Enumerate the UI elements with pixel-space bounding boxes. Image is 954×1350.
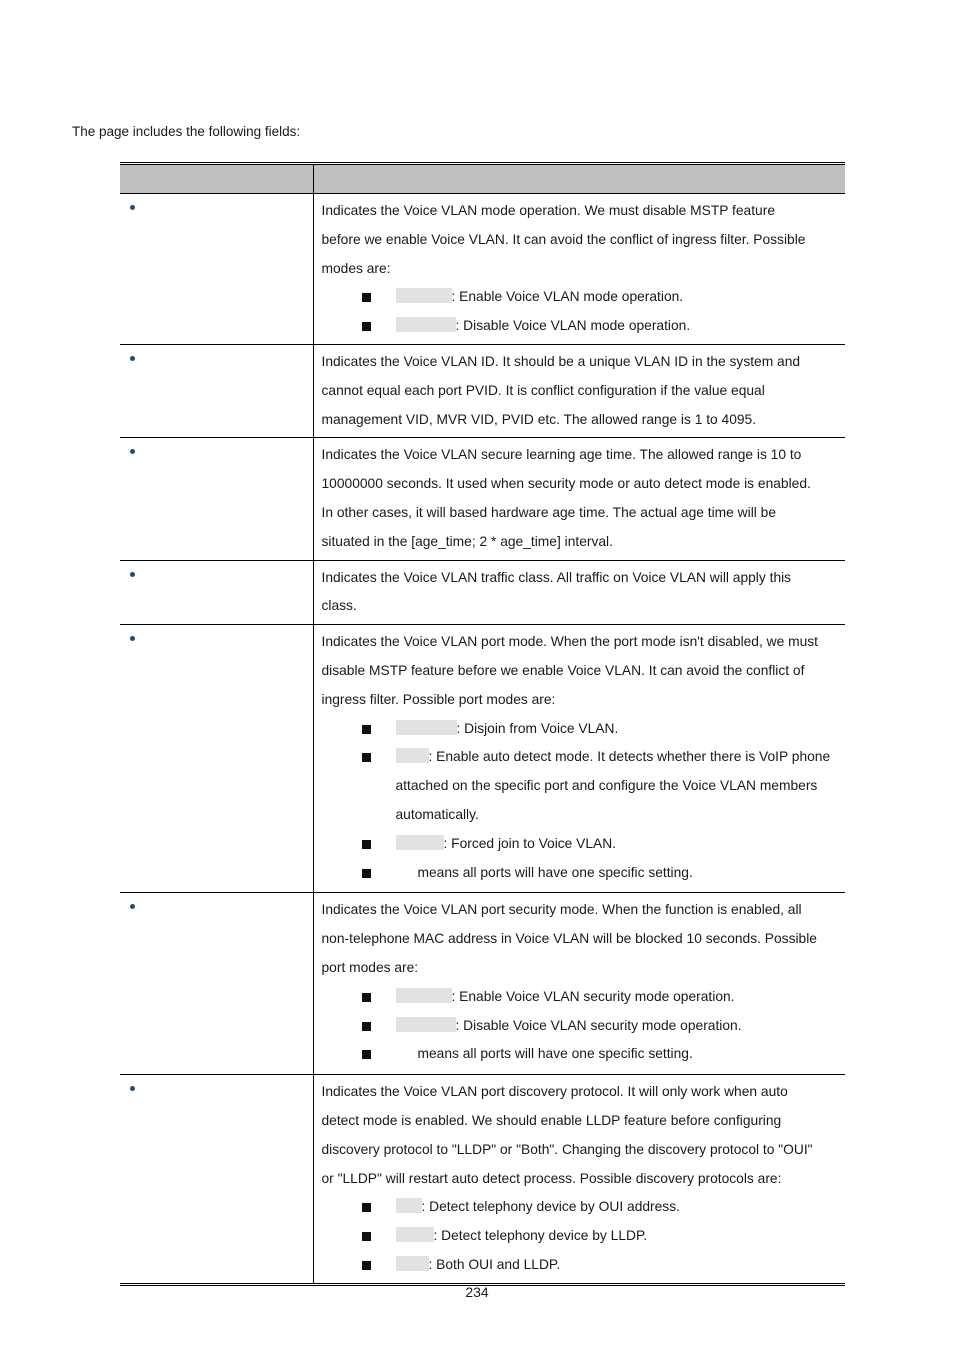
option-item [322, 1040, 840, 1071]
option-item [322, 283, 840, 312]
option-continuation: automatically. [395, 806, 479, 822]
option-name [396, 1017, 456, 1032]
object-cell [120, 438, 313, 560]
option-item [322, 830, 840, 859]
intro-text: The page includes the following fields: [72, 124, 301, 139]
description-line: Indicates the Voice VLAN ID. It should be a unique VLAN ID in the system and [321, 353, 801, 369]
bullet-dot-icon [130, 572, 135, 577]
description-line: non-telephone MAC address in Voice VLAN will be blocked 10 seconds. Possible [321, 931, 817, 947]
table-row [120, 344, 845, 437]
fields-table [120, 162, 845, 1286]
description-line: cannot equal each port PVID. It is conflict configuration if the value equal [321, 382, 765, 398]
description-line: modes are: [321, 260, 391, 276]
description-line: detect mode is enabled. We should enable LLDP feature before configuring [321, 1112, 782, 1128]
option-name [396, 835, 444, 850]
page-number: 234 [465, 1284, 489, 1300]
option-text: means all ports will have one specific setting. [417, 864, 693, 880]
description-line: Indicates the Voice VLAN secure learning age time. The allowed range is 10 to [321, 447, 802, 463]
square-bullet-icon [362, 869, 371, 878]
option-text: : Disable Voice VLAN security mode operation. [455, 1017, 742, 1033]
object-cell [120, 893, 313, 1075]
bullet-dot-icon [130, 636, 135, 641]
option-text: : Enable auto detect mode. It detects whether there is VoIP phone [428, 749, 831, 765]
table-row [120, 893, 845, 1075]
description-line: Indicates the Voice VLAN traffic class. All traffic on Voice VLAN will apply this [321, 569, 792, 585]
square-bullet-icon [362, 322, 371, 331]
description-cell [313, 194, 845, 345]
option-text: : Detect telephony device by OUI address. [421, 1199, 680, 1215]
option-item [322, 1222, 840, 1251]
option-name [396, 317, 456, 332]
option-item [322, 715, 840, 744]
bullet-dot-icon [130, 904, 135, 909]
description-line: disable MSTP feature before we enable Voice VLAN. It can avoid the conflict of [321, 662, 805, 678]
description-line: In other cases, it will based hardware age time. The actual age time will be [321, 504, 777, 520]
description-line: ingress filter. Possible port modes are: [321, 691, 556, 707]
description-line: Indicates the Voice VLAN port discovery protocol. It will only work when auto [321, 1084, 788, 1100]
description-cell [313, 438, 845, 560]
table-header-row [120, 164, 845, 194]
description-line: Indicates the Voice VLAN port mode. When the port mode isn't disabled, we must [321, 634, 819, 650]
description-line: management VID, MVR VID, PVID etc. The allowed range is 1 to 4095. [321, 411, 757, 427]
object-cell [120, 344, 313, 437]
option-item [322, 983, 840, 1012]
option-text: : Detect telephony device by LLDP. [433, 1228, 648, 1244]
bullet-dot-icon [130, 1086, 135, 1091]
table-row [120, 438, 845, 560]
square-bullet-icon [362, 993, 371, 1002]
table-row [120, 1075, 845, 1285]
object-cell [120, 560, 313, 625]
description-line: Indicates the Voice VLAN port security mode. When the function is enabled, all [321, 902, 802, 918]
option-name [396, 988, 452, 1003]
description-line: situated in the [age_time; 2 * age_time] interval. [321, 533, 613, 549]
table-row [120, 194, 845, 345]
square-bullet-icon [362, 725, 371, 734]
header-description [313, 164, 845, 194]
option-name [396, 748, 429, 763]
option-item [322, 743, 840, 772]
square-bullet-icon [362, 1203, 371, 1212]
description-line: before we enable Voice VLAN. It can avoid the conflict of ingress filter. Possible [321, 231, 806, 247]
description-cell [313, 625, 845, 893]
option-item [322, 1251, 840, 1280]
description-cell [313, 560, 845, 625]
option-name [396, 1227, 434, 1242]
bullet-dot-icon [130, 205, 135, 210]
square-bullet-icon [362, 1022, 371, 1031]
option-item [322, 1012, 840, 1041]
option-text: : Forced join to Voice VLAN. [443, 835, 617, 851]
description-line: Indicates the Voice VLAN mode operation. We must disable MSTP feature [321, 203, 775, 218]
option-name [396, 288, 452, 303]
square-bullet-icon [362, 1261, 371, 1270]
square-bullet-icon [362, 840, 371, 849]
square-bullet-icon [362, 1050, 371, 1059]
description-line: 10000000 seconds. It used when security mode or auto detect mode is enabled. [321, 476, 811, 492]
description-line: class. [321, 598, 357, 614]
square-bullet-icon [362, 293, 371, 302]
option-text: : Disable Voice VLAN mode operation. [455, 318, 691, 334]
description-line: or "LLDP" will restart auto detect process. Possible discovery protocols are: [321, 1170, 782, 1186]
option-item [322, 312, 840, 341]
option-text: means all ports will have one specific setting. [417, 1046, 693, 1062]
object-cell [120, 194, 313, 345]
object-cell [120, 1075, 313, 1285]
header-object [120, 164, 313, 194]
bullet-dot-icon [130, 356, 135, 361]
option-continuation: attached on the specific port and configure the Voice VLAN members [395, 778, 818, 794]
description-cell [313, 893, 845, 1075]
square-bullet-icon [362, 753, 371, 762]
option-name [396, 1198, 422, 1213]
option-item [322, 859, 840, 890]
bullet-dot-icon [130, 449, 135, 454]
description-line: port modes are: [321, 959, 419, 975]
option-text: : Disjoin from Voice VLAN. [456, 720, 619, 736]
description-cell [313, 344, 845, 437]
table-row [120, 625, 845, 893]
option-text: : Enable Voice VLAN mode operation. [451, 289, 684, 305]
option-name [396, 720, 457, 735]
option-text: : Both OUI and LLDP. [428, 1256, 561, 1272]
option-name [396, 1256, 429, 1271]
option-text: : Enable Voice VLAN security mode operation. [451, 988, 735, 1004]
description-cell [313, 1075, 845, 1285]
square-bullet-icon [362, 1232, 371, 1241]
object-cell [120, 625, 313, 893]
description-line: discovery protocol to "LLDP" or "Both". Changing the discovery protocol to "OUI" [321, 1141, 813, 1157]
option-item [322, 1193, 840, 1222]
table-row [120, 560, 845, 625]
